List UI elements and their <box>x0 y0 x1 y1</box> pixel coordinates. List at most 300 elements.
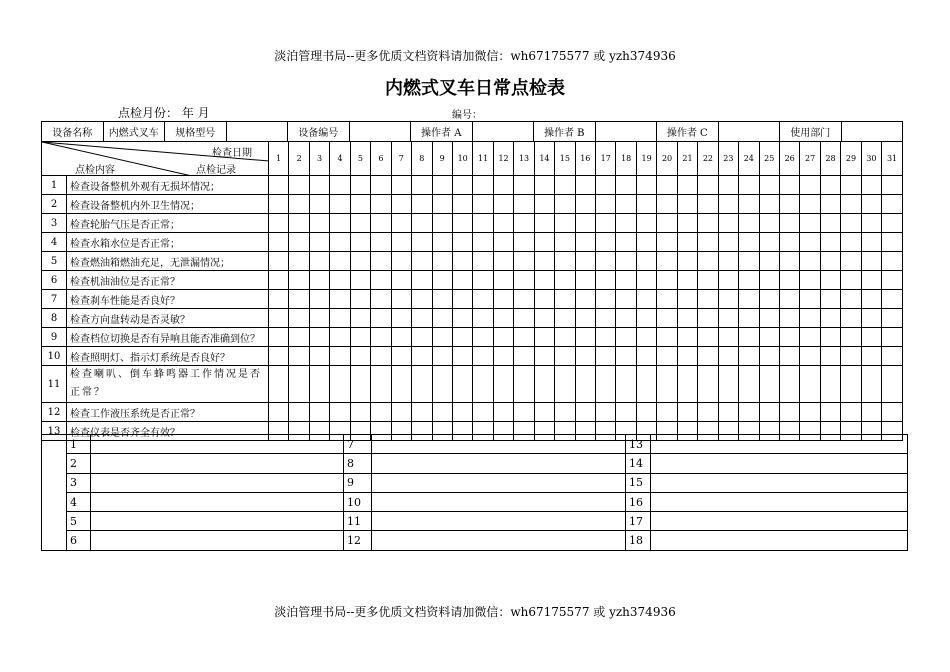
check-cell[interactable] <box>432 347 452 366</box>
check-cell[interactable] <box>432 309 452 328</box>
note-field[interactable] <box>372 512 626 531</box>
check-cell[interactable] <box>289 347 309 366</box>
check-cell[interactable] <box>493 214 513 233</box>
check-cell[interactable] <box>371 195 391 214</box>
check-cell[interactable] <box>677 403 697 422</box>
check-cell[interactable] <box>350 271 370 290</box>
check-cell[interactable] <box>882 309 903 328</box>
check-cell[interactable] <box>636 271 656 290</box>
check-cell[interactable] <box>882 271 903 290</box>
check-cell[interactable] <box>391 271 411 290</box>
check-cell[interactable] <box>718 309 738 328</box>
check-cell[interactable] <box>330 214 350 233</box>
check-cell[interactable] <box>452 252 472 271</box>
check-cell[interactable] <box>739 403 759 422</box>
check-cell[interactable] <box>841 403 861 422</box>
check-cell[interactable] <box>882 347 903 366</box>
check-cell[interactable] <box>391 309 411 328</box>
check-cell[interactable] <box>861 214 881 233</box>
check-cell[interactable] <box>800 309 820 328</box>
check-cell[interactable] <box>514 403 534 422</box>
check-cell[interactable] <box>718 366 738 403</box>
check-cell[interactable] <box>616 309 636 328</box>
check-cell[interactable] <box>432 233 452 252</box>
check-cell[interactable] <box>289 233 309 252</box>
check-cell[interactable] <box>289 328 309 347</box>
check-cell[interactable] <box>330 290 350 309</box>
check-cell[interactable] <box>800 366 820 403</box>
check-cell[interactable] <box>779 176 799 195</box>
note-field[interactable] <box>91 531 344 550</box>
note-field[interactable] <box>651 435 908 454</box>
check-cell[interactable] <box>534 176 554 195</box>
note-field[interactable] <box>651 492 908 511</box>
check-cell[interactable] <box>269 176 289 195</box>
check-cell[interactable] <box>636 309 656 328</box>
check-cell[interactable] <box>514 347 534 366</box>
check-cell[interactable] <box>534 233 554 252</box>
check-cell[interactable] <box>861 233 881 252</box>
check-cell[interactable] <box>473 271 493 290</box>
check-cell[interactable] <box>636 366 656 403</box>
check-cell[interactable] <box>800 195 820 214</box>
info-value-field[interactable] <box>349 122 411 142</box>
check-cell[interactable] <box>718 271 738 290</box>
check-cell[interactable] <box>800 403 820 422</box>
check-cell[interactable] <box>718 214 738 233</box>
check-cell[interactable] <box>841 233 861 252</box>
check-cell[interactable] <box>636 403 656 422</box>
check-cell[interactable] <box>800 214 820 233</box>
check-cell[interactable] <box>657 252 677 271</box>
check-cell[interactable] <box>657 309 677 328</box>
check-cell[interactable] <box>493 328 513 347</box>
check-cell[interactable] <box>452 309 472 328</box>
check-cell[interactable] <box>330 176 350 195</box>
check-cell[interactable] <box>616 233 636 252</box>
check-cell[interactable] <box>739 252 759 271</box>
check-cell[interactable] <box>616 290 636 309</box>
check-cell[interactable] <box>391 403 411 422</box>
check-cell[interactable] <box>432 403 452 422</box>
info-value-field[interactable] <box>841 122 903 142</box>
check-cell[interactable] <box>698 195 718 214</box>
check-cell[interactable] <box>452 366 472 403</box>
check-cell[interactable] <box>882 328 903 347</box>
check-cell[interactable] <box>616 176 636 195</box>
check-cell[interactable] <box>861 252 881 271</box>
info-value-field[interactable] <box>718 122 780 142</box>
check-cell[interactable] <box>371 328 391 347</box>
info-value-field[interactable] <box>472 122 534 142</box>
check-cell[interactable] <box>330 328 350 347</box>
check-cell[interactable] <box>493 347 513 366</box>
check-cell[interactable] <box>555 347 575 366</box>
check-cell[interactable] <box>800 290 820 309</box>
check-cell[interactable] <box>473 328 493 347</box>
check-cell[interactable] <box>555 328 575 347</box>
check-cell[interactable] <box>452 233 472 252</box>
check-cell[interactable] <box>841 309 861 328</box>
check-cell[interactable] <box>269 328 289 347</box>
check-cell[interactable] <box>779 271 799 290</box>
check-cell[interactable] <box>534 271 554 290</box>
check-cell[interactable] <box>677 290 697 309</box>
check-cell[interactable] <box>493 233 513 252</box>
note-field[interactable] <box>91 512 344 531</box>
check-cell[interactable] <box>596 214 616 233</box>
check-cell[interactable] <box>739 290 759 309</box>
check-cell[interactable] <box>779 347 799 366</box>
check-cell[interactable] <box>882 290 903 309</box>
check-cell[interactable] <box>800 176 820 195</box>
check-cell[interactable] <box>269 403 289 422</box>
check-cell[interactable] <box>882 214 903 233</box>
check-cell[interactable] <box>841 328 861 347</box>
check-cell[interactable] <box>391 195 411 214</box>
check-cell[interactable] <box>657 176 677 195</box>
check-cell[interactable] <box>269 309 289 328</box>
check-cell[interactable] <box>596 290 616 309</box>
check-cell[interactable] <box>779 252 799 271</box>
check-cell[interactable] <box>657 347 677 366</box>
check-cell[interactable] <box>800 328 820 347</box>
check-cell[interactable] <box>371 347 391 366</box>
check-cell[interactable] <box>820 328 840 347</box>
check-cell[interactable] <box>677 233 697 252</box>
check-cell[interactable] <box>759 290 779 309</box>
check-cell[interactable] <box>718 176 738 195</box>
check-cell[interactable] <box>371 252 391 271</box>
check-cell[interactable] <box>391 347 411 366</box>
check-cell[interactable] <box>269 271 289 290</box>
check-cell[interactable] <box>739 328 759 347</box>
check-cell[interactable] <box>289 366 309 403</box>
check-cell[interactable] <box>575 366 595 403</box>
check-cell[interactable] <box>575 176 595 195</box>
check-cell[interactable] <box>309 233 329 252</box>
check-cell[interactable] <box>820 403 840 422</box>
check-cell[interactable] <box>596 252 616 271</box>
check-cell[interactable] <box>739 366 759 403</box>
check-cell[interactable] <box>677 328 697 347</box>
check-cell[interactable] <box>779 403 799 422</box>
check-cell[interactable] <box>473 233 493 252</box>
check-cell[interactable] <box>534 195 554 214</box>
check-cell[interactable] <box>452 328 472 347</box>
check-cell[interactable] <box>412 403 432 422</box>
check-cell[interactable] <box>636 233 656 252</box>
check-cell[interactable] <box>534 347 554 366</box>
check-cell[interactable] <box>759 176 779 195</box>
check-cell[interactable] <box>882 176 903 195</box>
check-cell[interactable] <box>473 252 493 271</box>
note-field[interactable] <box>91 492 344 511</box>
check-cell[interactable] <box>452 271 472 290</box>
check-cell[interactable] <box>861 195 881 214</box>
check-cell[interactable] <box>800 347 820 366</box>
check-cell[interactable] <box>739 309 759 328</box>
check-cell[interactable] <box>616 347 636 366</box>
check-cell[interactable] <box>718 347 738 366</box>
check-cell[interactable] <box>698 214 718 233</box>
check-cell[interactable] <box>371 366 391 403</box>
check-cell[interactable] <box>698 290 718 309</box>
check-cell[interactable] <box>432 195 452 214</box>
check-cell[interactable] <box>575 328 595 347</box>
check-cell[interactable] <box>514 214 534 233</box>
check-cell[interactable] <box>534 403 554 422</box>
info-value-field[interactable] <box>226 122 288 142</box>
note-field[interactable] <box>372 435 626 454</box>
check-cell[interactable] <box>514 176 534 195</box>
check-cell[interactable] <box>391 366 411 403</box>
check-cell[interactable] <box>350 252 370 271</box>
note-field[interactable] <box>91 454 344 473</box>
check-cell[interactable] <box>636 290 656 309</box>
check-cell[interactable] <box>596 176 616 195</box>
check-cell[interactable] <box>718 233 738 252</box>
check-cell[interactable] <box>636 214 656 233</box>
check-cell[interactable] <box>677 195 697 214</box>
check-cell[interactable] <box>820 176 840 195</box>
check-cell[interactable] <box>596 366 616 403</box>
check-cell[interactable] <box>452 290 472 309</box>
check-cell[interactable] <box>514 366 534 403</box>
check-cell[interactable] <box>820 195 840 214</box>
check-cell[interactable] <box>412 366 432 403</box>
check-cell[interactable] <box>371 309 391 328</box>
check-cell[interactable] <box>309 214 329 233</box>
check-cell[interactable] <box>309 195 329 214</box>
check-cell[interactable] <box>330 347 350 366</box>
check-cell[interactable] <box>616 328 636 347</box>
note-field[interactable] <box>372 454 626 473</box>
check-cell[interactable] <box>841 252 861 271</box>
check-cell[interactable] <box>289 195 309 214</box>
check-cell[interactable] <box>861 403 881 422</box>
check-cell[interactable] <box>759 252 779 271</box>
check-cell[interactable] <box>861 347 881 366</box>
check-cell[interactable] <box>841 214 861 233</box>
check-cell[interactable] <box>309 252 329 271</box>
check-cell[interactable] <box>575 403 595 422</box>
check-cell[interactable] <box>616 403 636 422</box>
check-cell[interactable] <box>677 271 697 290</box>
check-cell[interactable] <box>779 309 799 328</box>
check-cell[interactable] <box>555 366 575 403</box>
check-cell[interactable] <box>677 252 697 271</box>
check-cell[interactable] <box>759 403 779 422</box>
check-cell[interactable] <box>269 366 289 403</box>
check-cell[interactable] <box>779 214 799 233</box>
check-cell[interactable] <box>309 309 329 328</box>
check-cell[interactable] <box>412 195 432 214</box>
check-cell[interactable] <box>861 366 881 403</box>
check-cell[interactable] <box>269 195 289 214</box>
check-cell[interactable] <box>861 328 881 347</box>
check-cell[interactable] <box>289 290 309 309</box>
check-cell[interactable] <box>330 271 350 290</box>
note-field[interactable] <box>372 531 626 550</box>
check-cell[interactable] <box>330 233 350 252</box>
check-cell[interactable] <box>616 214 636 233</box>
check-cell[interactable] <box>350 176 370 195</box>
check-cell[interactable] <box>514 309 534 328</box>
check-cell[interactable] <box>350 347 370 366</box>
note-field[interactable] <box>372 492 626 511</box>
check-cell[interactable] <box>841 271 861 290</box>
check-cell[interactable] <box>820 271 840 290</box>
check-cell[interactable] <box>698 233 718 252</box>
check-cell[interactable] <box>493 403 513 422</box>
check-cell[interactable] <box>636 195 656 214</box>
check-cell[interactable] <box>350 309 370 328</box>
check-cell[interactable] <box>269 233 289 252</box>
check-cell[interactable] <box>636 252 656 271</box>
check-cell[interactable] <box>371 214 391 233</box>
check-cell[interactable] <box>575 233 595 252</box>
check-cell[interactable] <box>882 233 903 252</box>
check-cell[interactable] <box>534 290 554 309</box>
check-cell[interactable] <box>350 290 370 309</box>
check-cell[interactable] <box>493 366 513 403</box>
check-cell[interactable] <box>269 290 289 309</box>
check-cell[interactable] <box>616 271 636 290</box>
check-cell[interactable] <box>309 176 329 195</box>
check-cell[interactable] <box>289 271 309 290</box>
check-cell[interactable] <box>718 252 738 271</box>
check-cell[interactable] <box>412 309 432 328</box>
check-cell[interactable] <box>759 309 779 328</box>
check-cell[interactable] <box>493 271 513 290</box>
check-cell[interactable] <box>820 233 840 252</box>
check-cell[interactable] <box>309 347 329 366</box>
check-cell[interactable] <box>861 176 881 195</box>
check-cell[interactable] <box>432 214 452 233</box>
check-cell[interactable] <box>452 403 472 422</box>
check-cell[interactable] <box>698 252 718 271</box>
check-cell[interactable] <box>657 403 677 422</box>
check-cell[interactable] <box>698 366 718 403</box>
check-cell[interactable] <box>473 176 493 195</box>
check-cell[interactable] <box>555 309 575 328</box>
check-cell[interactable] <box>350 195 370 214</box>
check-cell[interactable] <box>698 309 718 328</box>
check-cell[interactable] <box>473 290 493 309</box>
check-cell[interactable] <box>596 328 616 347</box>
check-cell[interactable] <box>718 195 738 214</box>
check-cell[interactable] <box>289 176 309 195</box>
check-cell[interactable] <box>616 366 636 403</box>
check-cell[interactable] <box>882 366 903 403</box>
check-cell[interactable] <box>289 252 309 271</box>
check-cell[interactable] <box>739 176 759 195</box>
check-cell[interactable] <box>473 195 493 214</box>
check-cell[interactable] <box>575 214 595 233</box>
check-cell[interactable] <box>534 252 554 271</box>
check-cell[interactable] <box>412 347 432 366</box>
check-cell[interactable] <box>534 309 554 328</box>
check-cell[interactable] <box>820 214 840 233</box>
check-cell[interactable] <box>800 233 820 252</box>
check-cell[interactable] <box>391 290 411 309</box>
note-field[interactable] <box>651 454 908 473</box>
check-cell[interactable] <box>575 290 595 309</box>
check-cell[interactable] <box>412 252 432 271</box>
check-cell[interactable] <box>452 214 472 233</box>
check-cell[interactable] <box>371 176 391 195</box>
check-cell[interactable] <box>330 252 350 271</box>
check-cell[interactable] <box>432 290 452 309</box>
check-cell[interactable] <box>452 195 472 214</box>
check-cell[interactable] <box>698 271 718 290</box>
check-cell[interactable] <box>555 233 575 252</box>
check-cell[interactable] <box>657 195 677 214</box>
check-cell[interactable] <box>330 309 350 328</box>
check-cell[interactable] <box>820 252 840 271</box>
check-cell[interactable] <box>657 214 677 233</box>
note-field[interactable] <box>372 473 626 492</box>
check-cell[interactable] <box>759 366 779 403</box>
check-cell[interactable] <box>759 328 779 347</box>
check-cell[interactable] <box>391 176 411 195</box>
check-cell[interactable] <box>575 309 595 328</box>
check-cell[interactable] <box>534 214 554 233</box>
check-cell[interactable] <box>473 366 493 403</box>
note-field[interactable] <box>651 473 908 492</box>
check-cell[interactable] <box>882 252 903 271</box>
check-cell[interactable] <box>861 271 881 290</box>
check-cell[interactable] <box>739 271 759 290</box>
check-cell[interactable] <box>718 403 738 422</box>
check-cell[interactable] <box>575 252 595 271</box>
check-cell[interactable] <box>514 290 534 309</box>
check-cell[interactable] <box>371 403 391 422</box>
check-cell[interactable] <box>820 366 840 403</box>
check-cell[interactable] <box>841 347 861 366</box>
check-cell[interactable] <box>269 214 289 233</box>
check-cell[interactable] <box>677 309 697 328</box>
check-cell[interactable] <box>371 290 391 309</box>
check-cell[interactable] <box>616 252 636 271</box>
check-cell[interactable] <box>739 214 759 233</box>
check-cell[interactable] <box>779 366 799 403</box>
check-cell[interactable] <box>269 347 289 366</box>
check-cell[interactable] <box>412 233 432 252</box>
check-cell[interactable] <box>350 233 370 252</box>
check-cell[interactable] <box>432 271 452 290</box>
check-cell[interactable] <box>534 366 554 403</box>
check-cell[interactable] <box>432 176 452 195</box>
check-cell[interactable] <box>514 233 534 252</box>
check-cell[interactable] <box>289 309 309 328</box>
check-cell[interactable] <box>391 252 411 271</box>
check-cell[interactable] <box>759 214 779 233</box>
check-cell[interactable] <box>350 328 370 347</box>
check-cell[interactable] <box>391 328 411 347</box>
check-cell[interactable] <box>718 328 738 347</box>
check-cell[interactable] <box>596 271 616 290</box>
check-cell[interactable] <box>289 403 309 422</box>
check-cell[interactable] <box>820 309 840 328</box>
check-cell[interactable] <box>882 403 903 422</box>
check-cell[interactable] <box>412 271 432 290</box>
check-cell[interactable] <box>493 176 513 195</box>
check-cell[interactable] <box>636 347 656 366</box>
check-cell[interactable] <box>452 347 472 366</box>
check-cell[interactable] <box>350 366 370 403</box>
